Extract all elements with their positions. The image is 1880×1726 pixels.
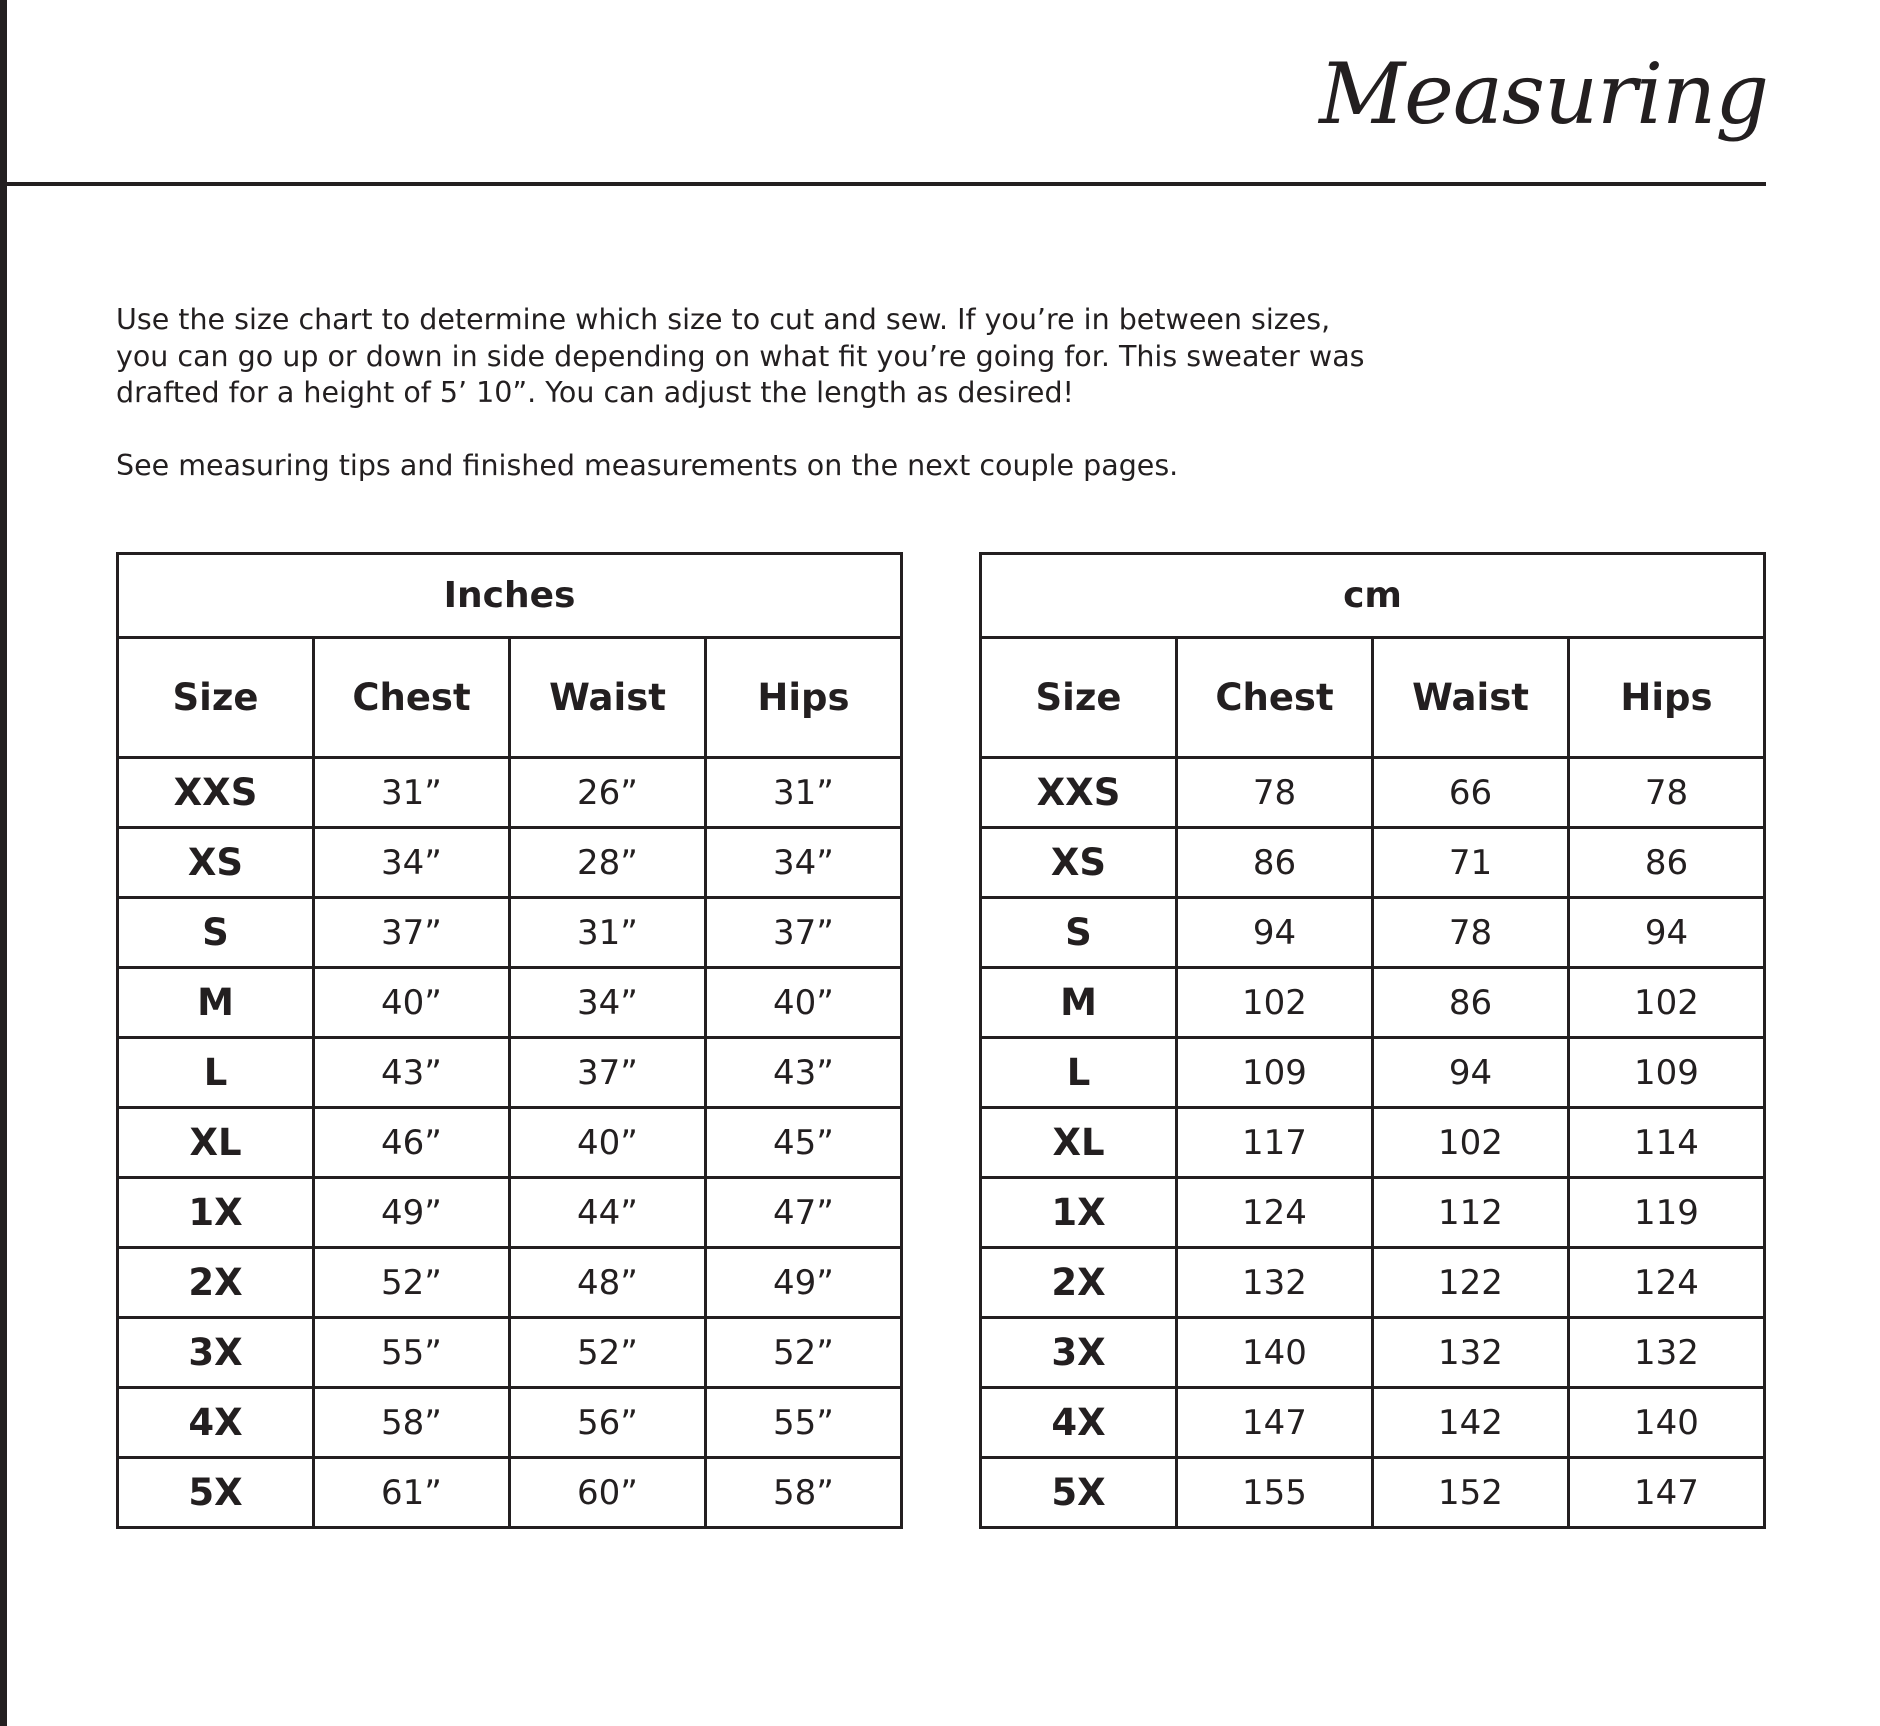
table-row [981, 1248, 1765, 1318]
size-cell: L [981, 1038, 1177, 1108]
hips-cell: 31” [706, 758, 902, 828]
waist-cell: 112 [1373, 1178, 1569, 1248]
column-header-hips: Hips [1569, 638, 1765, 758]
waist-cell: 86 [1373, 968, 1569, 1038]
table-row [118, 1108, 902, 1178]
hips-cell: 55” [706, 1388, 902, 1458]
chest-cell: 117 [1177, 1108, 1373, 1178]
chest-cell: 58” [314, 1388, 510, 1458]
hips-cell: 114 [1569, 1108, 1765, 1178]
column-header-hips: Hips [706, 638, 902, 758]
chest-cell: 102 [1177, 968, 1373, 1038]
chest-cell: 55” [314, 1318, 510, 1388]
waist-cell: 28” [510, 828, 706, 898]
table-row [118, 1388, 902, 1458]
size-cell: 4X [981, 1388, 1177, 1458]
chest-cell: 78 [1177, 758, 1373, 828]
table-row [981, 1108, 1765, 1178]
hips-cell: 102 [1569, 968, 1765, 1038]
waist-cell: 94 [1373, 1038, 1569, 1108]
header-rule [7, 182, 1766, 186]
waist-cell: 78 [1373, 898, 1569, 968]
hips-cell: 58” [706, 1458, 902, 1528]
table-unit-title: cm [981, 554, 1765, 638]
hips-cell: 86 [1569, 828, 1765, 898]
chest-cell: 86 [1177, 828, 1373, 898]
hips-cell: 43” [706, 1038, 902, 1108]
hips-cell: 78 [1569, 758, 1765, 828]
table-row [981, 758, 1765, 828]
table-row [981, 898, 1765, 968]
size-cell: XL [118, 1108, 314, 1178]
size-table-inches [116, 552, 903, 1529]
size-cell: 3X [118, 1318, 314, 1388]
chest-cell: 155 [1177, 1458, 1373, 1528]
size-cell: M [981, 968, 1177, 1038]
chest-cell: 43” [314, 1038, 510, 1108]
size-cell: XL [981, 1108, 1177, 1178]
size-cell: 1X [118, 1178, 314, 1248]
column-header-waist: Waist [1373, 638, 1569, 758]
table-unit-title: Inches [118, 554, 902, 638]
chest-cell: 49” [314, 1178, 510, 1248]
waist-cell: 44” [510, 1178, 706, 1248]
waist-cell: 152 [1373, 1458, 1569, 1528]
chest-cell: 46” [314, 1108, 510, 1178]
waist-cell: 102 [1373, 1108, 1569, 1178]
waist-cell: 31” [510, 898, 706, 968]
chest-cell: 94 [1177, 898, 1373, 968]
size-cell: 1X [981, 1178, 1177, 1248]
chest-cell: 109 [1177, 1038, 1373, 1108]
chest-cell: 34” [314, 828, 510, 898]
size-cell: 5X [981, 1458, 1177, 1528]
size-cell: 2X [118, 1248, 314, 1318]
size-cell: XXS [981, 758, 1177, 828]
hips-cell: 124 [1569, 1248, 1765, 1318]
table-row [118, 758, 902, 828]
column-header-waist: Waist [510, 638, 706, 758]
table-row [981, 1038, 1765, 1108]
table-row [981, 1318, 1765, 1388]
chest-cell: 61” [314, 1458, 510, 1528]
chest-cell: 37” [314, 898, 510, 968]
table-row [981, 1388, 1765, 1458]
table-row [118, 1248, 902, 1318]
table-row [118, 1038, 902, 1108]
size-cell: S [981, 898, 1177, 968]
chest-cell: 132 [1177, 1248, 1373, 1318]
waist-cell: 132 [1373, 1318, 1569, 1388]
table-row [981, 828, 1765, 898]
table-row [981, 1178, 1765, 1248]
chest-cell: 124 [1177, 1178, 1373, 1248]
size-table-cm [979, 552, 1766, 1529]
size-cell: 5X [118, 1458, 314, 1528]
column-header-chest: Chest [1177, 638, 1373, 758]
table-row [118, 898, 902, 968]
hips-cell: 40” [706, 968, 902, 1038]
waist-cell: 52” [510, 1318, 706, 1388]
chest-cell: 140 [1177, 1318, 1373, 1388]
table-row [118, 968, 902, 1038]
hips-cell: 45” [706, 1108, 902, 1178]
waist-cell: 34” [510, 968, 706, 1038]
size-cell: XXS [118, 758, 314, 828]
size-cell: L [118, 1038, 314, 1108]
size-cell: XS [981, 828, 1177, 898]
page-title: Measuring [1319, 45, 1768, 143]
column-header-size: Size [981, 638, 1177, 758]
waist-cell: 40” [510, 1108, 706, 1178]
size-cell: XS [118, 828, 314, 898]
table-row [118, 828, 902, 898]
size-cell: M [118, 968, 314, 1038]
waist-cell: 71 [1373, 828, 1569, 898]
intro-text [116, 302, 1376, 484]
hips-cell: 47” [706, 1178, 902, 1248]
intro-paragraph: See measuring tips and finished measurements on the next couple pages. [116, 448, 1179, 482]
size-cell: 4X [118, 1388, 314, 1458]
waist-cell: 56” [510, 1388, 706, 1458]
page-left-border [0, 0, 7, 1726]
waist-cell: 26” [510, 758, 706, 828]
waist-cell: 48” [510, 1248, 706, 1318]
waist-cell: 60” [510, 1458, 706, 1528]
hips-cell: 94 [1569, 898, 1765, 968]
column-header-chest: Chest [314, 638, 510, 758]
hips-cell: 132 [1569, 1318, 1765, 1388]
waist-cell: 122 [1373, 1248, 1569, 1318]
chest-cell: 31” [314, 758, 510, 828]
table-row [981, 1458, 1765, 1528]
waist-cell: 142 [1373, 1388, 1569, 1458]
hips-cell: 49” [706, 1248, 902, 1318]
hips-cell: 147 [1569, 1458, 1765, 1528]
size-cell: S [118, 898, 314, 968]
size-cell: 2X [981, 1248, 1177, 1318]
waist-cell: 37” [510, 1038, 706, 1108]
chest-cell: 147 [1177, 1388, 1373, 1458]
hips-cell: 119 [1569, 1178, 1765, 1248]
intro-paragraph: Use the size chart to determine which size to cut and sew. If you’re in between sizes, you can go up or down in side depending on what fit you’re going for. This sweater was drafted for a height of 5’ 10”. You can adjust the length as desired! [116, 303, 1365, 409]
table-row [118, 1318, 902, 1388]
waist-cell: 66 [1373, 758, 1569, 828]
size-cell: 3X [981, 1318, 1177, 1388]
chest-cell: 52” [314, 1248, 510, 1318]
hips-cell: 34” [706, 828, 902, 898]
hips-cell: 52” [706, 1318, 902, 1388]
table-row [118, 1178, 902, 1248]
column-header-size: Size [118, 638, 314, 758]
chest-cell: 40” [314, 968, 510, 1038]
hips-cell: 140 [1569, 1388, 1765, 1458]
table-row [981, 968, 1765, 1038]
table-row [118, 1458, 902, 1528]
hips-cell: 37” [706, 898, 902, 968]
hips-cell: 109 [1569, 1038, 1765, 1108]
